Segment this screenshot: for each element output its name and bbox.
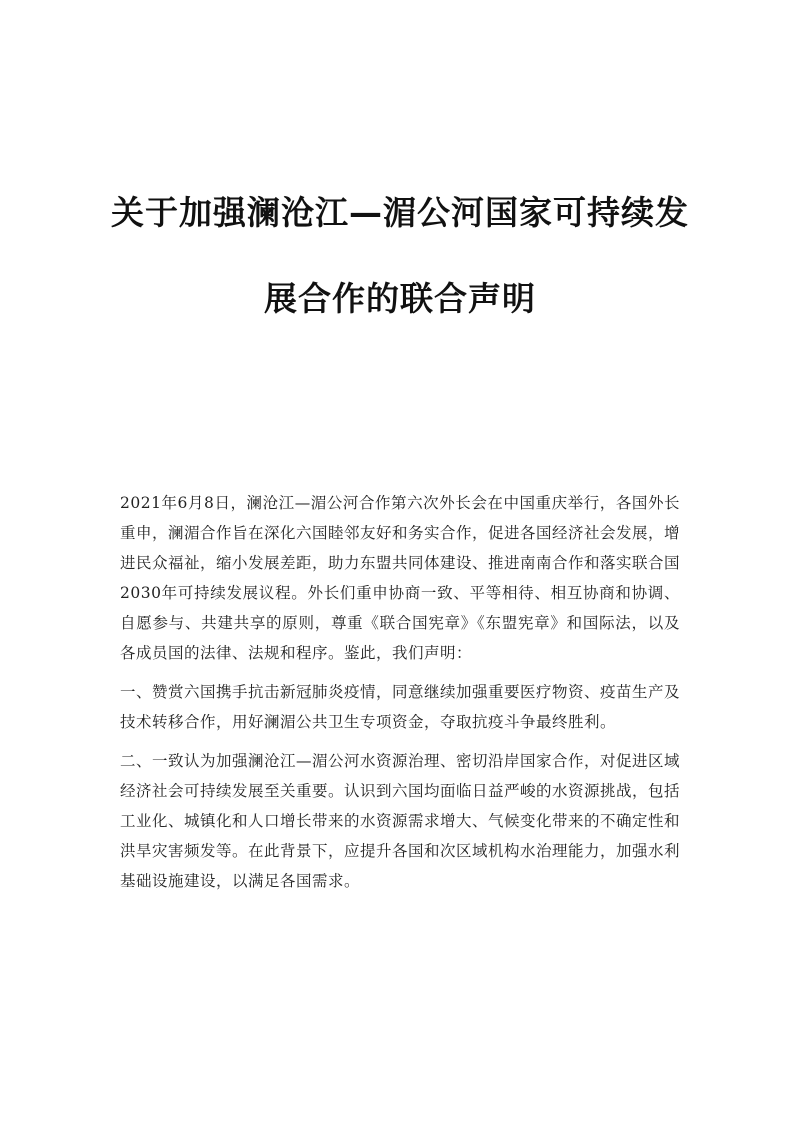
paragraph-item-1: 一、赞赏六国携手抗击新冠肺炎疫情，同意继续加强重要医疗物资、疫苗生产及技术转移合作，用好澜湄公共卫生专项资金，夺取抗疫斗争最终胜利。 (120, 683, 681, 731)
paragraph-intro: 2021年6月8日，澜沧江—湄公河合作第六次外长会在中国重庆举行，各国外长重申，澜湄合作旨在深化六国睦邻友好和务实合作，促进各国经济社会发展，增进民众福祉，缩小发展差距，助力东盟共同体建设、推进南南合作和落实联合国2030年可持续发展议程。外长们重申协商一致、平等相待、相互协商和协调、自愿参与、共建共享的原则，尊重《联合国宪章》《东盟宪章》和国际法，以及各成员国的法律、法规和程序。鉴此，我们声明： (120, 494, 681, 662)
document-title (100, 188, 700, 324)
paragraph-item-2: 二、一致认为加强澜沧江—湄公河水资源治理、密切沿岸国家合作，对促进区域经济社会可持续发展至关重要。认识到六国均面临日益严峻的水资源挑战，包括工业化、城镇化和人口增长带来的水资源需求增大、气候变化带来的不确定性和洪旱灾害频发等。在此背景下，应提升各国和次区域机构水治理能力，加强水利基础设施建设，以满足各国需求。 (120, 752, 681, 890)
title-line-1: 关于加强澜沧江—湄公河国家可持续发 (111, 193, 689, 232)
document-body (120, 488, 680, 905)
title-line-2: 展合作的联合声明 (264, 279, 536, 318)
